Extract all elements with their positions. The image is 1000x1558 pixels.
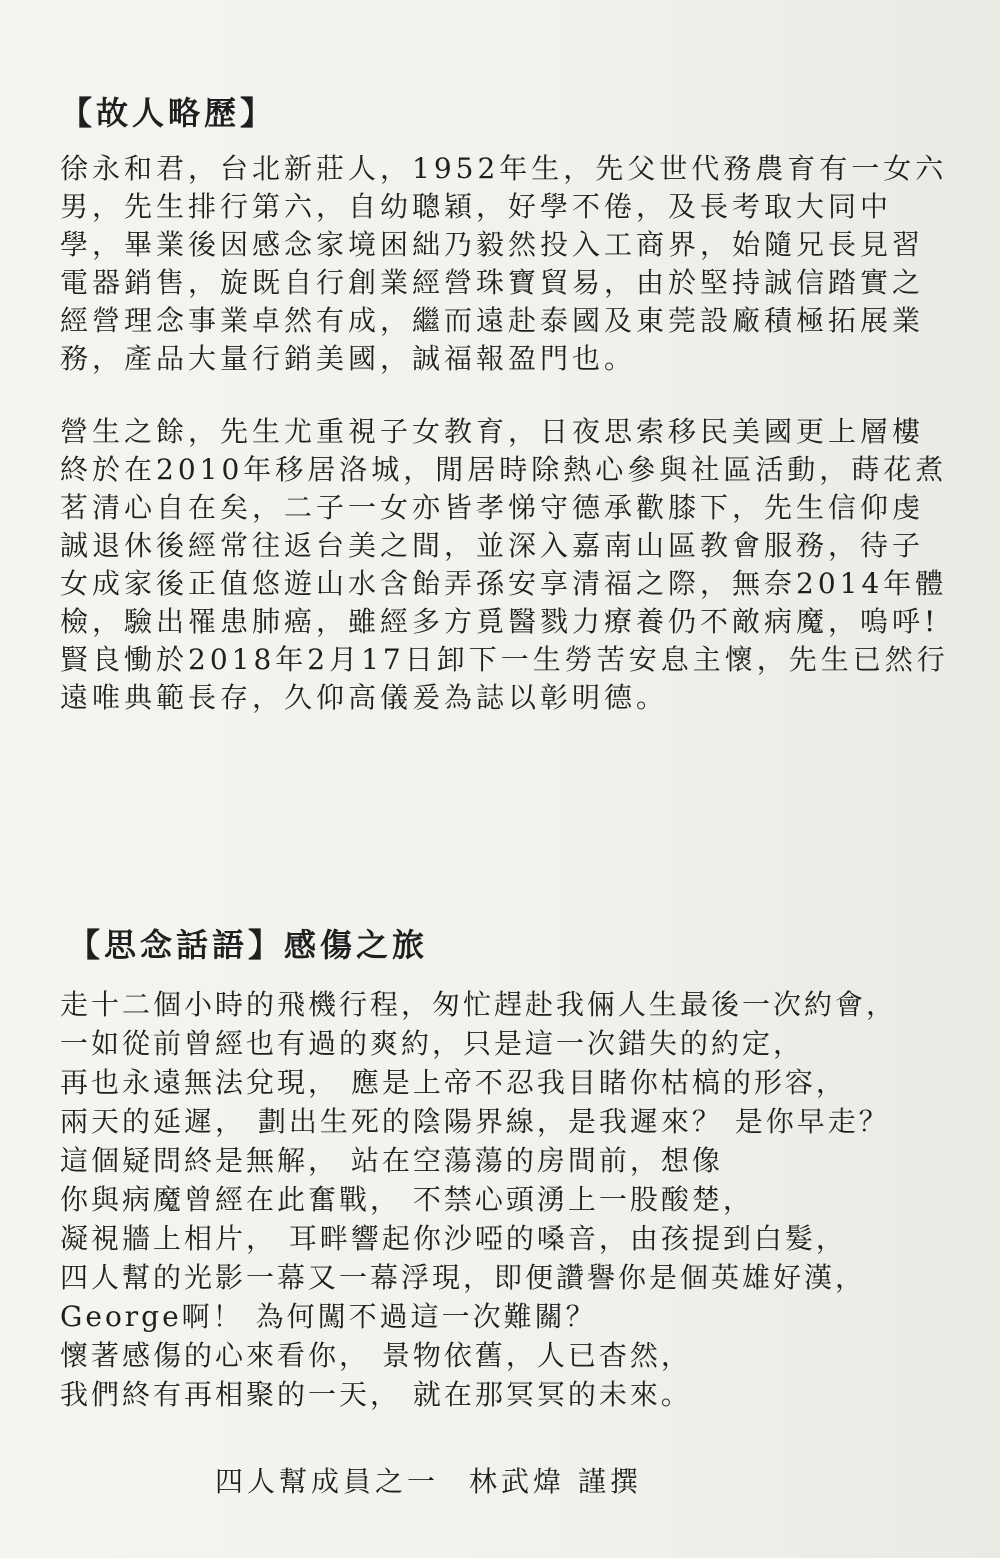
poem-line: 我們終有再相聚的一天， 就在那冥冥的未來。: [60, 1378, 692, 1411]
text-line: 誠退休後經常往返台美之間，並深入嘉南山區教會服務，待子: [60, 529, 925, 562]
poem-line: George啊！ 為何闖不過這一次難關？: [60, 1300, 597, 1333]
text-line: 務，產品大量行銷美國，誠福報盈門也。: [60, 342, 637, 375]
poem-line: 一如從前曾經也有過的爽約，只是這一次錯失的約定，: [60, 1027, 805, 1060]
poem-line: 凝視牆上相片， 耳畔響起你沙啞的嗓音，由孩提到白髮，: [60, 1222, 847, 1255]
text-line: 電器銷售，旋既自行創業經營珠寶貿易，由於堅持誠信踏實之: [60, 266, 925, 299]
text-line: 男，先生排行第六，自幼聰穎，好學不倦，及長考取大同中: [60, 190, 893, 223]
poem-line: 走十二個小時的飛機行程，匆忙趕赴我倆人生最後一次約會，: [60, 988, 898, 1021]
poem-line: 四人幫的光影一幕又一幕浮現，即便讚譽你是個英雄好漢，: [60, 1261, 867, 1294]
author-signature: [215, 1460, 642, 1500]
text-line: 營生之餘，先生尤重視子女教育，日夜思索移民美國更上層樓: [60, 415, 925, 448]
remembrance-heading: 【思念話語】感傷之旅: [68, 926, 429, 964]
biography-paragraph-2: [60, 413, 980, 717]
text-line: 終於在2010年移居洛城，閒居時除熱心參與社區活動，蒔花煮: [60, 453, 948, 486]
poem-line: 這個疑問終是無解， 站在空蕩蕩的房間前，想像: [60, 1144, 723, 1177]
biography-heading: 【故人略歷】: [60, 94, 277, 132]
text-line: 女成家後正值悠遊山水含飴弄孫安享清福之際，無奈2014年體: [60, 567, 948, 600]
biography-paragraph-1: [60, 150, 980, 378]
text-line: 學，畢業後因感念家境困絀乃毅然投入工商界，始隨兄長見習: [60, 228, 925, 261]
text-line: 經營理念事業卓然有成，繼而遠赴泰國及東莞設廠積極拓展業: [60, 304, 925, 337]
text-line: 檢，驗出罹患肺癌，雖經多方覓醫戮力療養仍不敵病魔，嗚呼!: [60, 605, 940, 638]
text-line: 賢良慟於2018年2月17日卸下一生勞苦安息主懷，先生已然行: [60, 643, 949, 676]
text-line: 徐永和君，台北新莊人，1952年生，先父世代務農育有一女六: [60, 152, 948, 185]
poem-line: 再也永遠無法兌現， 應是上帝不忍我目睹你枯槁的形容，: [60, 1066, 847, 1099]
author-role: 四人幫成員之一: [215, 1465, 440, 1498]
poem-line: 懷著感傷的心來看你， 景物依舊，人已杳然，: [60, 1339, 692, 1372]
poem-line: 兩天的延遲， 劃出生死的陰陽界線，是我遲來？ 是你早走？: [60, 1105, 890, 1138]
author-name: 林武煒 謹撰: [469, 1465, 642, 1498]
remembrance-poem: [60, 985, 980, 1414]
text-line: 茗清心自在矣，二子一女亦皆孝悌守德承歡膝下，先生信仰虔: [60, 491, 925, 524]
poem-line: 你與病魔曾經在此奮戰， 不禁心頭湧上一股酸楚，: [60, 1183, 754, 1216]
text-line: 遠唯典範長存，久仰高儀爰為誌以彰明德。: [60, 681, 669, 714]
